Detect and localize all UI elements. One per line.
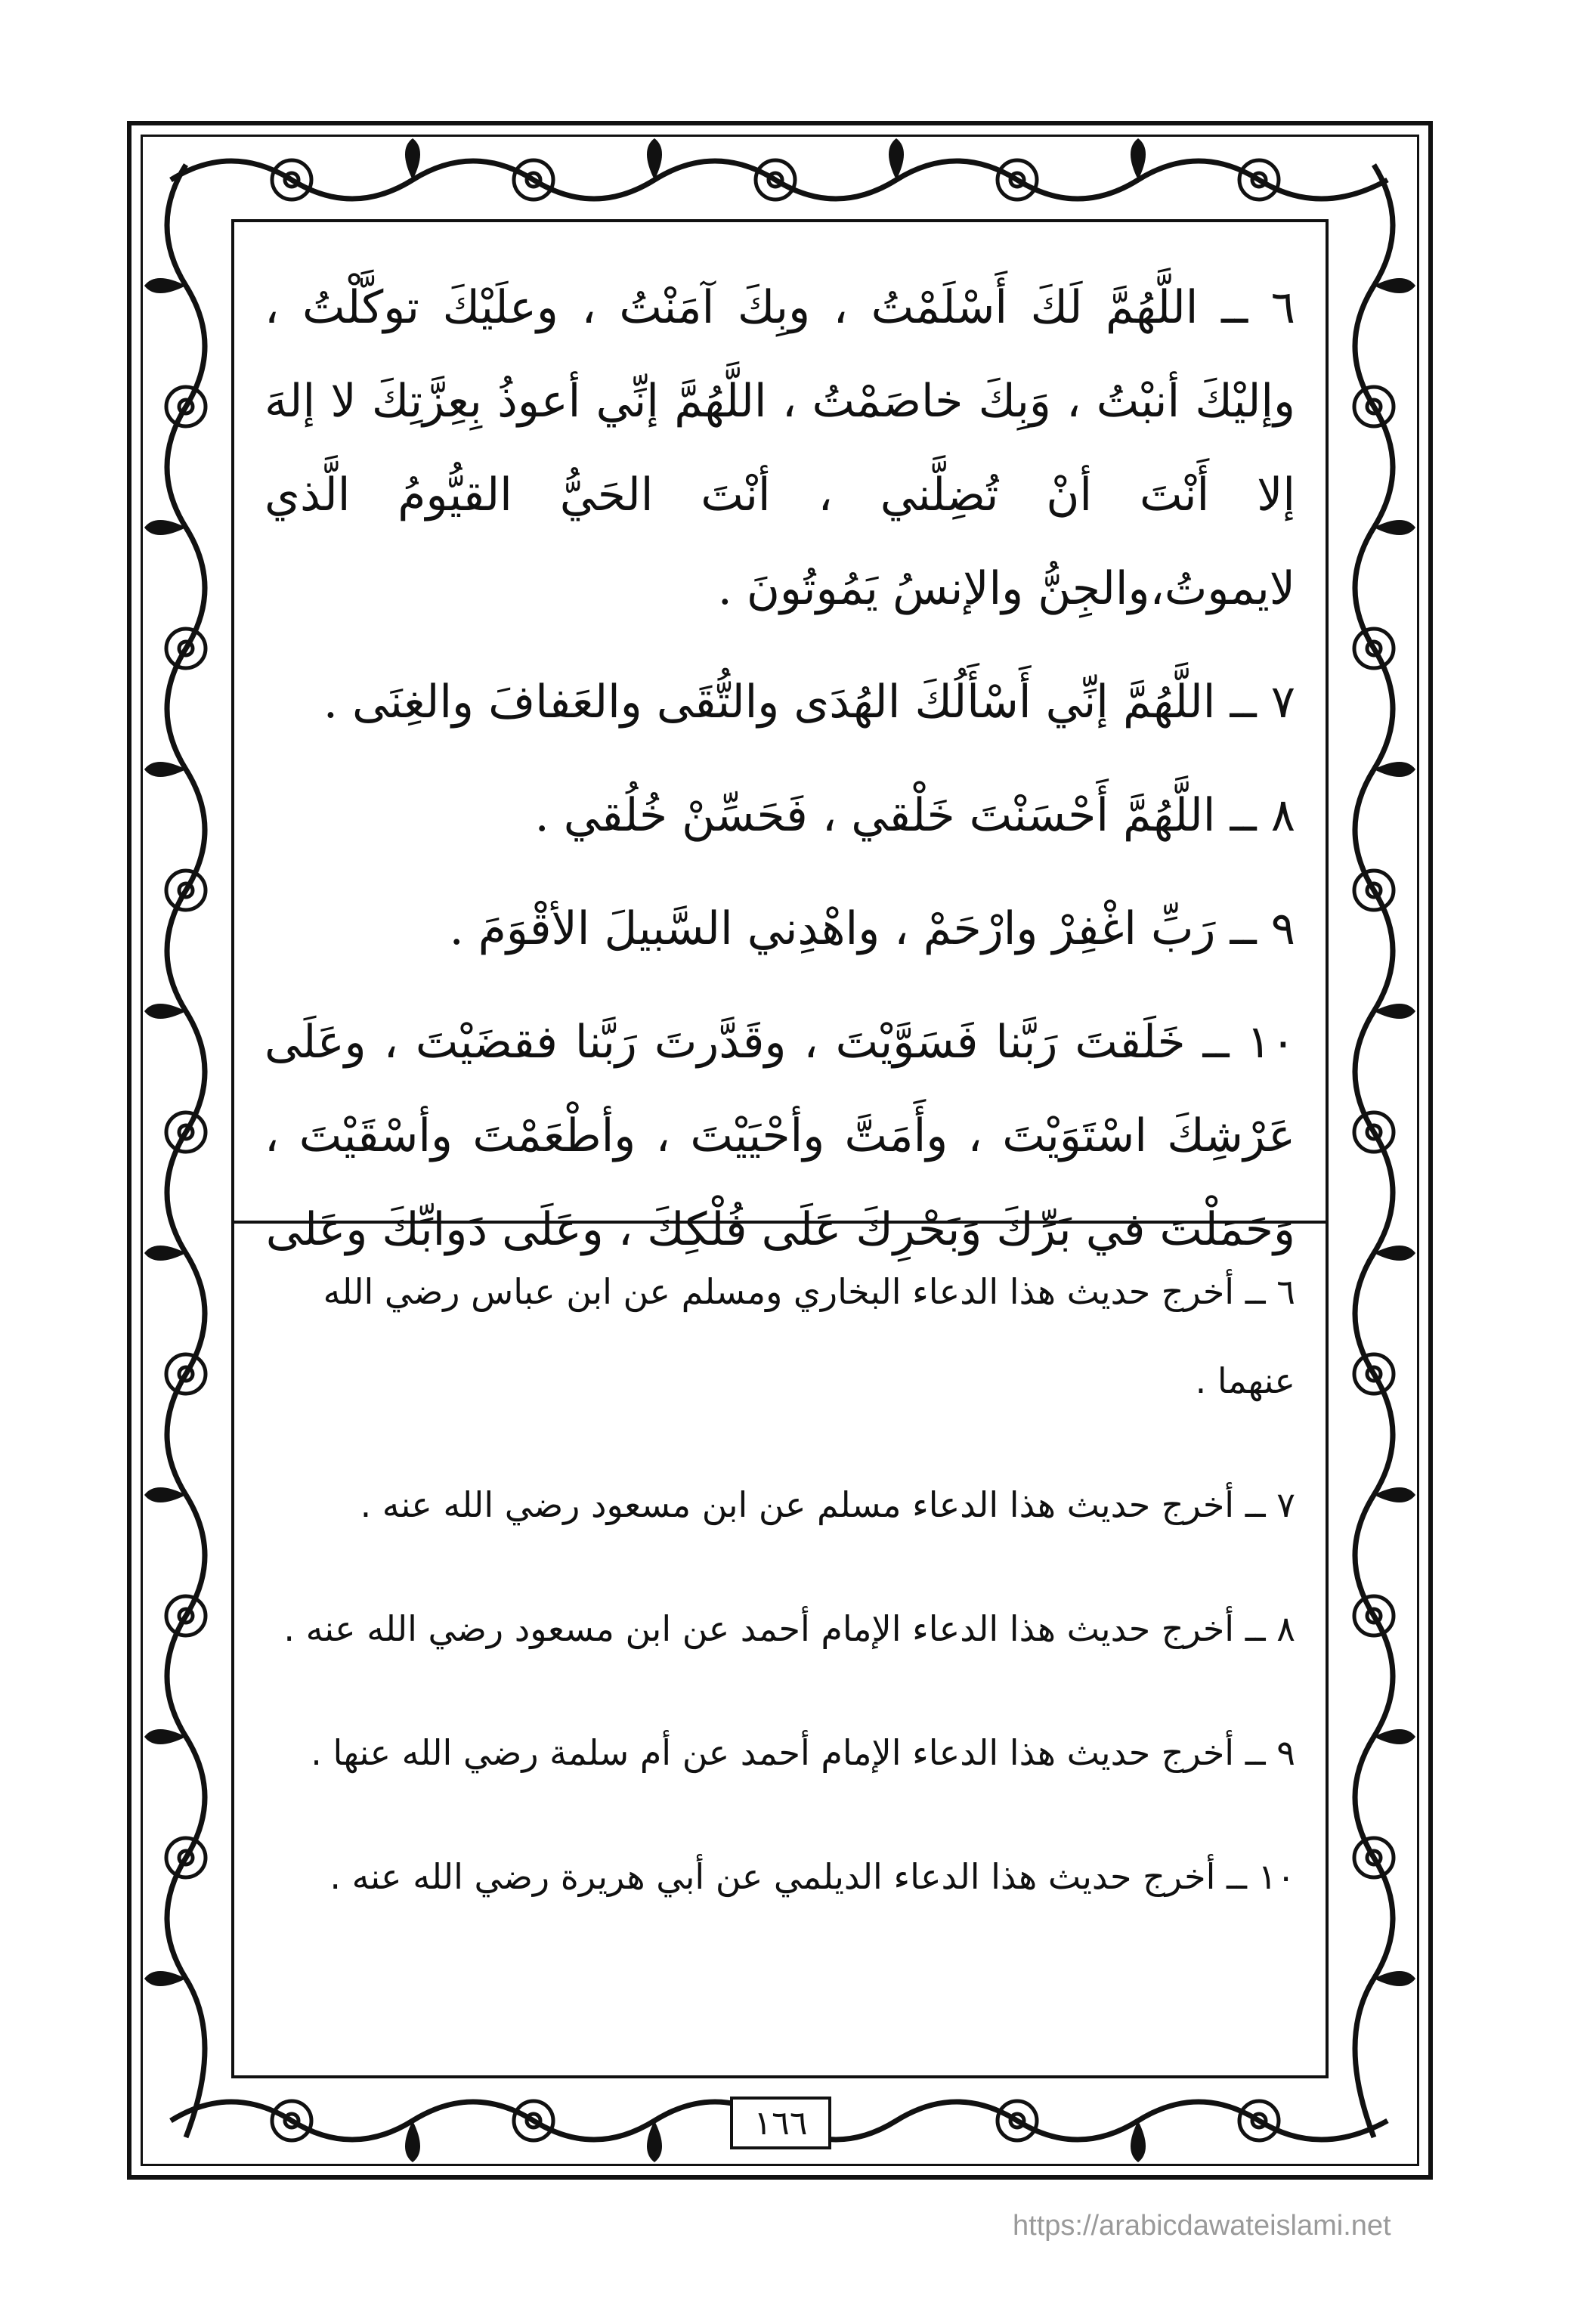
supplication-6: ٦ ــ اللَّهُمَّ لَكَ أَسْلَمْتُ ، وبِكَ آمَنْتُ ، وعلَيْكَ توكَّلْتُ ، وإليْكَ أنبْتُ ، وَبِكَ خاصَمْتُ ، اللَّهُمَّ إنِّي أعوذُ بِعِزَّتِكَ لا إلهَ إلا أَنْتَ أنْ تُضِلَّني ، أنْتَ الحَيُّ القيُّومُ الَّذي لايموتُ،والجِنُّ والإنسُ يَمُوتُونَ . [264, 281, 1295, 615]
footnote-10: ١٠ ــ أخرج حديث هذا الدعاء الديلمي عن أبي هريرة رضي الله عنه . [329, 1856, 1295, 1897]
supplication-9: ٩ ــ رَبِّ اغْفِرْ وارْحَمْ ، واهْدِني السَّبيلَ الأقْوَمَ . [449, 902, 1295, 955]
footnote-8: ٨ ــ أخرج حديث هذا الدعاء الإمام أحمد عن ابن مسعود رضي الله عنه . [283, 1608, 1295, 1649]
footnote-6: ٦ ــ أخرج حديث هذا الدعاء البخاري ومسلم عن ابن عباس رضي الله عنهما . [323, 1271, 1295, 1401]
supplications-body [264, 261, 1295, 1296]
supplication-7: ٧ ــ اللَّهُمَّ إنِّي أَسْأَلُكَ الهُدَى والتُّقَى والعَفافَ والغِنَى . [323, 676, 1295, 729]
supplication-8: ٨ ــ اللَّهُمَّ أَحْسَنْتَ خَلْقي ، فَحَسِّنْ خُلُقي . [534, 789, 1295, 842]
footnote-7: ٧ ــ أخرج حديث هذا الدعاء مسلم عن ابن مسعود رضي الله عنه . [360, 1484, 1295, 1525]
supplication-10: ١٠ ــ خَلَقتَ رَبَّنا فَسَوَّيْتَ ، وقَدَّرتَ رَبَّنا فقضَيْتَ ، وعَلَى عَرْشِكَ اسْتَوَيْتَ ، وأَمَتَّ وأحْيَيْتَ ، وأطْعَمْتَ وأسْقَيْتَ ، وَحَمَلْتَ في بَرِّكَ وَبَحْرِكَ عَلَى فُلْكِكَ ، وعَلَى دَوابِّكَ وعَلى [264, 1016, 1295, 1256]
footnotes [264, 1247, 1295, 1956]
watermark-url: https://arabicdawateislami.net [1013, 2210, 1391, 2242]
page-number-text: ١٦٦ [753, 2103, 808, 2143]
page-number [730, 2097, 831, 2149]
footnote-9: ٩ ــ أخرج حديث هذا الدعاء الإمام أحمد عن أم سلمة رضي الله عنها . [311, 1732, 1295, 1773]
